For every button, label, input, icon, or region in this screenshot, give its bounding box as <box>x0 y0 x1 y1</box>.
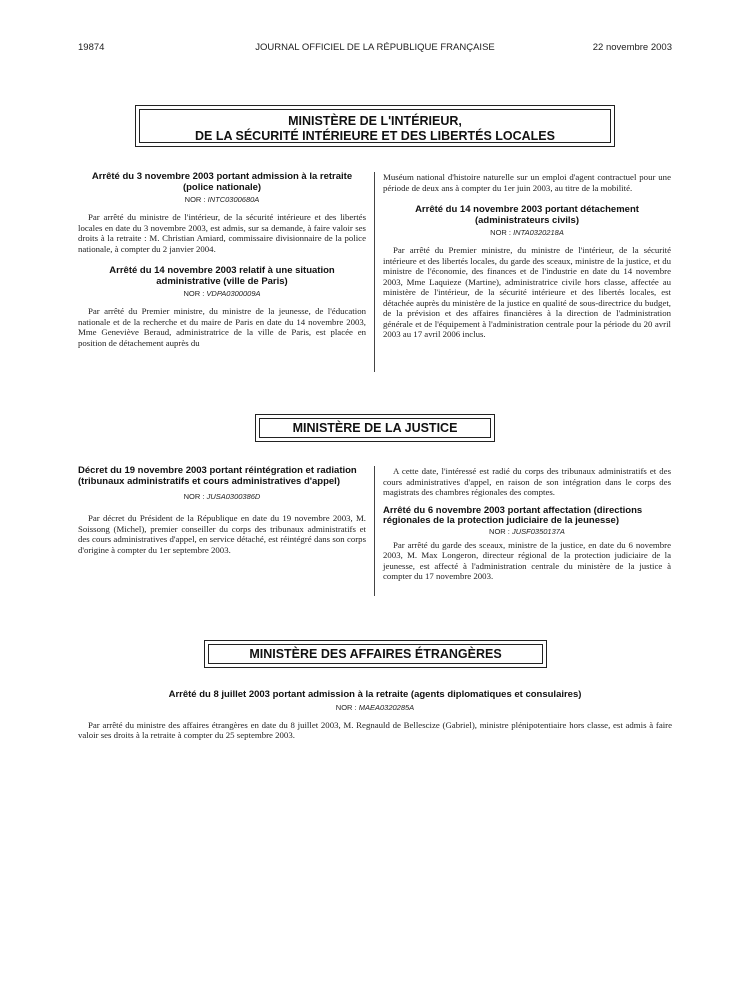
article-title: Arrêté du 3 novembre 2003 portant admission à la retraite (police nationale) <box>91 171 353 193</box>
nor-reference: NOR : VDPA0300009A <box>183 289 261 298</box>
article-title: Arrêté du 14 novembre 2003 relatif à une situation administrative (ville de Paris) <box>109 265 335 287</box>
column-right-section1 <box>383 172 671 340</box>
section3-full-width <box>78 690 672 741</box>
journal-title: JOURNAL OFFICIEL DE LA RÉPUBLIQUE FRANÇAISE <box>255 42 495 53</box>
column-divider <box>374 172 375 372</box>
nor-reference: NOR : JUSA0300386D <box>183 492 261 501</box>
ministry-foreign-affairs-box <box>204 640 547 668</box>
article-body-continuation: A cette date, l'intéressé est radié du corps des tribunaux administratifs et des cours administratives d'appel, en raison de son intégration dans le corps des magistrats des chambres régionales des comptes. <box>383 466 671 497</box>
column-left-section2 <box>78 466 366 555</box>
article-body: Par arrêté du garde des sceaux, ministre de la justice, en date du 6 novembre 2003, M. Max Longeron, directeur régional de la protection judiciaire de la jeunesse, est affecté à l'administration centrale du ministère de la justice à compter du 17 novembre 2003. <box>383 539 671 581</box>
article-title: Arrêté du 8 juillet 2003 portant admission à la retraite (agents diplomatiques et consulaires) <box>168 689 582 700</box>
ministry-interior-line2: DE LA SÉCURITÉ INTÉRIEURE ET DES LIBERTÉS LOCALES <box>195 129 555 143</box>
ministry-foreign-affairs-title: MINISTÈRE DES AFFAIRES ÉTRANGÈRES <box>249 647 502 661</box>
ministry-interior-box <box>135 105 615 147</box>
article-body: Par arrêté du ministre de l'intérieur, de la sécurité intérieure et des libertés locales en date du 3 novembre 2003, est admis, sur sa demande, à faire valoir ses droits à la retraite : M. Christian Amiard, commissaire divisionnaire de la police nationale, à compter du 2 janvier 2004. <box>78 212 366 254</box>
ministry-justice-box <box>255 414 495 442</box>
article-title: Arrêté du 14 novembre 2003 portant détachement (administrateurs civils) <box>415 204 639 226</box>
column-left-section1 <box>78 172 366 348</box>
nor-reference: NOR : JUSF0350137A <box>489 526 565 536</box>
ministry-justice-title: MINISTÈRE DE LA JUSTICE <box>292 421 458 435</box>
nor-reference: NOR : INTA0320218A <box>490 228 564 237</box>
article-body: Par arrêté du ministre des affaires étrangères en date du 8 juillet 2003, M. Regnauld de Bellescize (Gabriel), ministre plénipotentiaire hors classe, est admis à faire valoir ses droits à la retraite à compter du 25 septembre 2003. <box>78 719 672 740</box>
article-title: Décret du 19 novembre 2003 portant réintégration et radiation (tribunaux administratifs et cours administratives d'appel) <box>78 465 357 487</box>
column-right-section2 <box>383 466 671 582</box>
column-divider <box>374 466 375 596</box>
article-title: Arrêté du 6 novembre 2003 portant affectation (directions régionales de la protection judiciaire de la jeunesse) <box>383 504 643 526</box>
article-body: Par arrêté du Premier ministre, du ministre de l'intérieur, de la sécurité intérieure et des libertés locales, du garde des sceaux, ministre de la justice, et du ministre de l'économie, des finances et de l'industrie en date du 14 novembre 2003, Mme Laquieze (Martine), administratrice civile hors classe, affectée au ministère de l'intérieur, de la sécurité intérieure et des libertés locales, est détachée auprès du ministère de la justice en qualité de sous-directrice du budget, de la prévision et des affaires financières à la direction de l'administration générale et de l'équipement à l'administration centrale pour la période du 20 avril 2003 au 17 avril 2006 inclus. <box>383 245 671 339</box>
ministry-interior-line1: MINISTÈRE DE L'INTÉRIEUR, <box>288 114 462 128</box>
publication-date: 22 novembre 2003 <box>592 42 672 53</box>
article-body: Par arrêté du Premier ministre, du ministre de la jeunesse, de l'éducation nationale et de la recherche et du maire de Paris en date du 14 novembre 2003, Mme Geneviève Beraud, administratrice de la ville de Paris, est placée en position de détachement auprès du <box>78 306 366 348</box>
article-body: Par décret du Président de la République en date du 19 novembre 2003, M. Soissong (Michel), premier conseiller du corps des tribunaux administratifs et des cours administratives d'appel, en service détaché, est réintégré dans son corps d'origine à compter du 1er septembre 2003. <box>78 513 366 555</box>
article-body-continuation: Muséum national d'histoire naturelle sur un emploi d'agent contractuel pour une période de deux ans à compter du 1er juin 2003, au titre de la mobilité. <box>383 172 671 193</box>
page-number: 19874 <box>78 42 105 53</box>
nor-reference: NOR : MAEA0320285A <box>335 702 415 712</box>
nor-reference: NOR : INTC0300680A <box>184 195 260 204</box>
